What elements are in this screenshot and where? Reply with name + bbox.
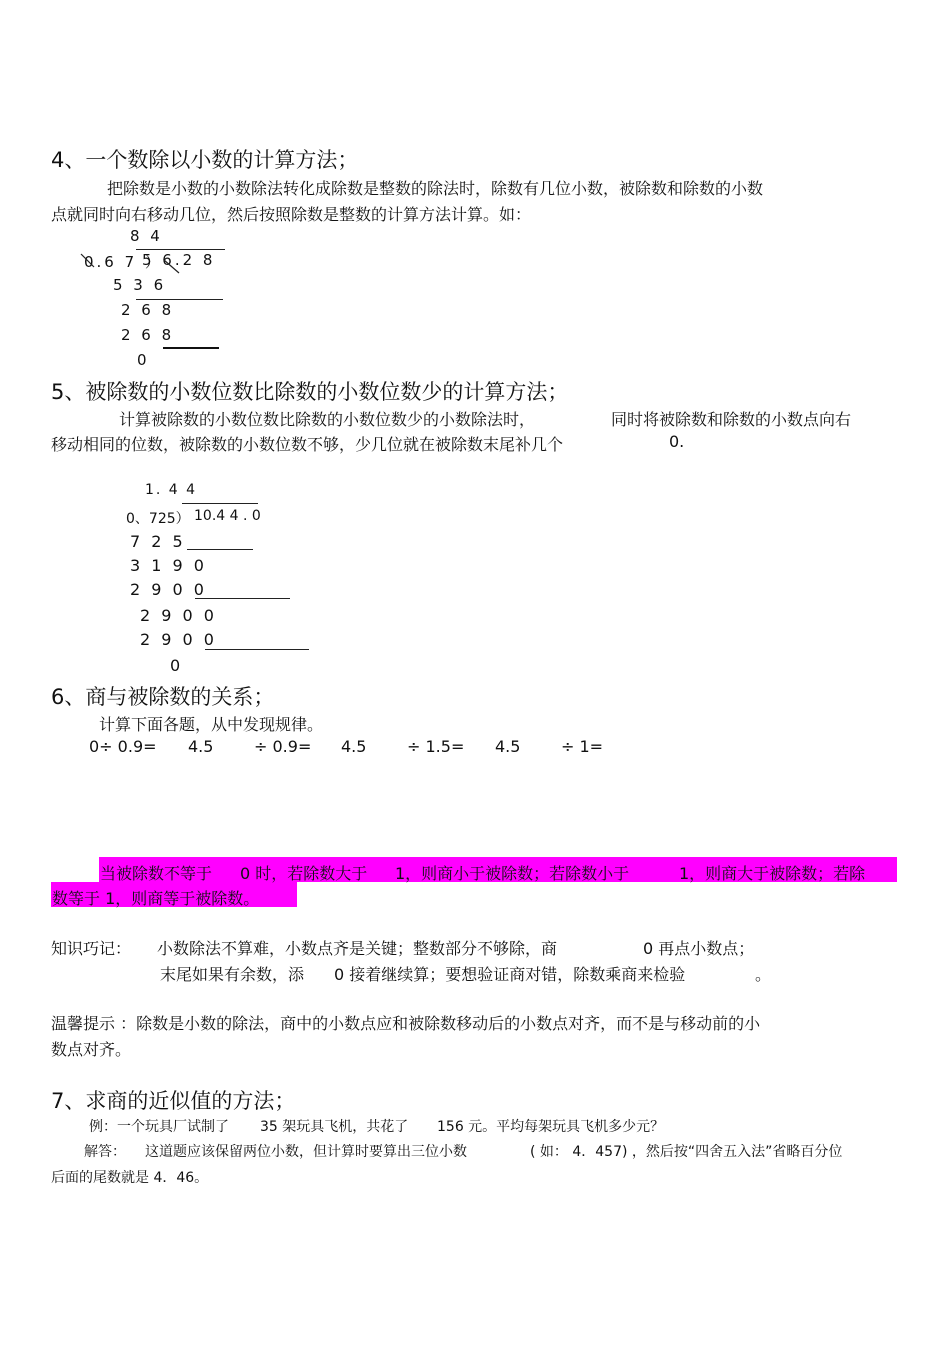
step-line-1 (187, 549, 253, 550)
section-5-heading: 5、被除数的小数位数比除数的小数位数少的计算方法； (51, 380, 569, 404)
quotient: 8 4 (130, 227, 163, 245)
memory-tip-line-1a: 小数除法不算难，小数点齐是关键；整数部分不够除，商 (157, 939, 558, 958)
remainder: 0 (170, 656, 184, 675)
example-part-1: 例：一个玩具厂试制了 (89, 1119, 229, 1135)
example-part-2: 35 架玩具飞机，共花了 (260, 1119, 409, 1135)
rule-line-1c: 1，则商小于被除数；若除数小于 (395, 864, 630, 883)
memory-tip-line-2b: 0 接着继续算；要想验证商对错，除数乘商来检验 (334, 965, 686, 984)
warm-tip-line-2: 数点对齐。 (51, 1040, 132, 1059)
step-row-4: 2 9 0 0 (140, 606, 217, 625)
section-6-intro: 计算下面各题，从中发现规律。 (99, 715, 324, 734)
step-line-2 (195, 598, 290, 599)
equation-2-divisor: ÷ 0.9= (254, 737, 312, 756)
section-4-line-1: 把除数是小数的小数除法转化成除数是整数的除法时，除数有几位小数，被除数和除数的小数 (107, 179, 764, 198)
remainder: 0 (137, 351, 150, 369)
memory-tip-line-1b: 0 再点小数点； (643, 939, 755, 958)
equation-1: 0÷ 0.9= (89, 737, 157, 756)
equation-4-dividend: 4.5 (495, 737, 521, 756)
divisor: 0、725） (126, 511, 190, 527)
step-line-2 (163, 347, 219, 349)
answer-label: 解答： (84, 1144, 126, 1160)
memory-tip-label: 知识巧记： (51, 939, 132, 958)
dividend: 10.4 4 . 0 (194, 508, 261, 524)
memory-tip-line-2a: 末尾如果有余数，添 (160, 965, 305, 984)
rule-line-1d: 1，则商大于被除数；若除 (679, 864, 866, 883)
step-row-3: 2 6 8 (121, 326, 175, 344)
equation-3-divisor: ÷ 1.5= (407, 737, 465, 756)
answer-line-2: 后面的尾数就是 4．46。 (51, 1170, 209, 1186)
dividend: 5 6.2 8 (142, 251, 216, 269)
step-row-1: 7 2 5 (130, 532, 186, 551)
section-5-line-1a: 计算被除数的小数位数比除数的小数位数少的小数除法时， (119, 410, 536, 429)
answer-part-1: 这道题应该保留两位小数，但计算时要算出三位小数 (145, 1144, 467, 1160)
equation-2-dividend: 4.5 (188, 737, 214, 756)
rule-line-1b: 0 时，若除数大于 (240, 864, 368, 883)
step-row-2: 2 6 8 (121, 301, 175, 319)
answer-part-2: ( 如： 4．457) ，然后按“四舍五入法”省略百分位 (530, 1144, 843, 1160)
rule-line-2: 数等于 1，则商等于被除数。 (52, 889, 260, 908)
section-5-line-1b: 同时将被除数和除数的小数点向右 (611, 410, 852, 429)
warm-tip-line-1: 温馨提示 ：除数是小数的除法，商中的小数点应和被除数移动后的小数点对齐，而不是与移动前的小 (51, 1014, 761, 1033)
section-6-heading: 6、商与被除数的关系； (51, 685, 275, 709)
memory-tip-line-2c: 。 (755, 965, 772, 984)
section-4-heading: 4、一个数除以小数的计算方法； (51, 148, 359, 172)
step-row-2: 3 1 9 0 (130, 556, 207, 575)
quotient: 1. 4 4 (145, 482, 198, 498)
section-5-line-2a: 移动相同的位数，被除数的小数位数不够，少几位就在被除数末尾补几个 (51, 435, 564, 454)
decimal-shift-marks (78, 250, 188, 276)
step-line-1 (136, 299, 223, 300)
step-row-3: 2 9 0 0 (130, 580, 207, 599)
equation-4-divisor: ÷ 1= (561, 737, 604, 756)
section-5-line-2b: 0. (669, 432, 685, 451)
rule-line-1a: 当被除数不等于 (100, 864, 213, 883)
example-part-3: 156 元。平均每架玩具飞机多少元？ (437, 1119, 665, 1135)
step-row-5: 2 9 0 0 (140, 630, 217, 649)
equation-3-dividend: 4.5 (341, 737, 367, 756)
section-4-line-2: 点就同时向右移动几位，然后按照除数是整数的计算方法计算。如： (51, 205, 532, 224)
divisor: 0.6 7 ） (84, 253, 163, 271)
step-row-1: 5 3 6 (113, 276, 167, 294)
step-line-3 (205, 649, 309, 650)
division-bar (182, 503, 258, 504)
section-7-heading: 7、求商的近似值的方法； (51, 1089, 296, 1113)
